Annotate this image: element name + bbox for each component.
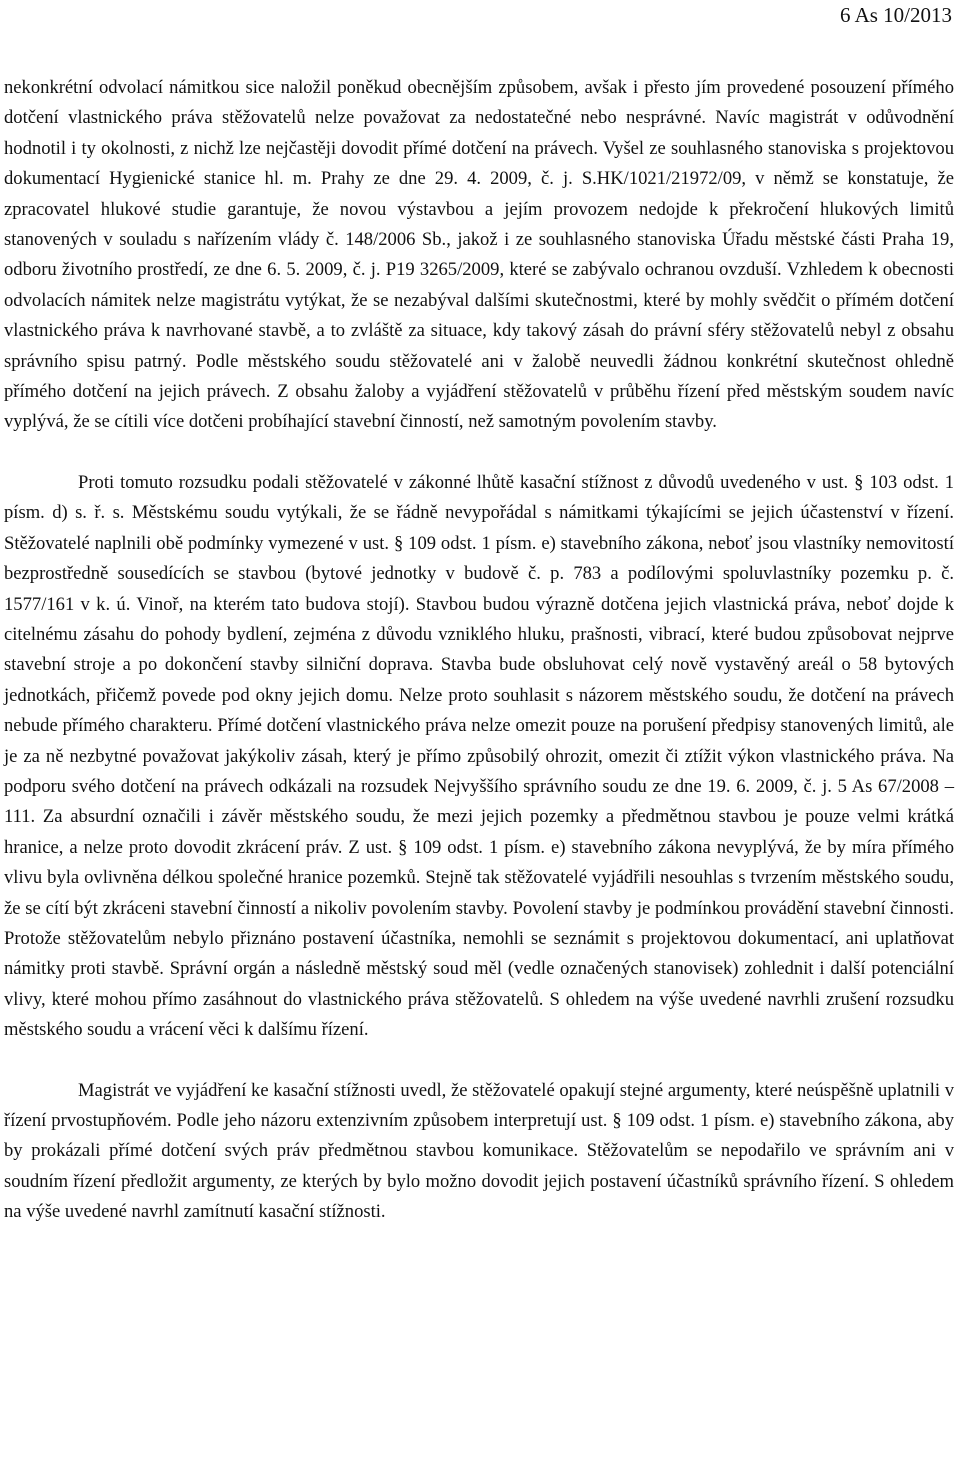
document-body [4, 73, 954, 1228]
paragraph-cassation-complaint: Proti tomuto rozsudku podali stěžovatelé v zákonné lhůtě kasační stížnost z důvodů uvedeného v ust. § 103 odst. 1 písm. d) s. ř. s. Městskému soudu vytýkali, že se řádně nevypořádal s námitkami týkajícími se jejich účastenství v řízení. Stěžovatelé naplnili obě podmínky vymezené v ust. § 109 odst. 1 písm. e) stavebního zákona, neboť jsou vlastníky nemovitostí bezprostředně sousedících se stavbou (bytové jednotky v budově č. p. 783 a podílovými spoluvlastníky pozemku p. č. 1577/161 v k. ú. Vinoř, na kterém tato budova stojí). Stavbou budou výrazně dotčena jejich vlastnická práva, neboť dojde k citelnému zásahu do pohody bydlení, zejména z důvodu vzniklého hluku, prašnosti, vibrací, které budou způsobovat nejprve stavební stroje a po dokončení stavby silniční doprava. Stavba bude obsluhovat celý nově vystavěný areál o 58 bytových jednotkách, přičemž povede pod okny jejich domu. Nelze proto souhlasit s názorem městského soudu, že dotčení na právech nebude přímého charakteru. Přímé dotčení vlastnického práva nelze omezit pouze na porušení předpisy stanovených limitů, ale je za ně nezbytné považovat jakýkoliv zásah, který je přímo způsobilý ohrozit, omezit či ztížit výkon vlastnického práva. Na podporu svého dotčení na právech odkázali na rozsudek Nejvyššího správního soudu ze dne 19. 6. 2009, č. j. 5 As 67/2008 – 111. Za absurdní označili i závěr městského soudu, že mezi jejich pozemky a předmětnou stavbou je pouze velmi krátká hranice, a nelze proto dovodit zkrácení práv. Z ust. § 109 odst. 1 písm. e) stavebního zákona nevyplývá, že by míra přímého vlivu byla ovlivněna délkou společné hranice pozemků. Stejně tak stěžovatelé vyjádřili nesouhlas s tvrzením městského soudu, že se cítí být zkráceni stavební činností a nikoliv povolením stavby. Povolení stavby je podmínkou provádění stavební činnosti. Protože stěžovatelům nebylo přiznáno postavení účastníka, nemohli se seznámit s projektovou dokumentací, ani uplatňovat námitky proti stavbě. Správní orgán a následně městský soud měl (vedle označených stanovisek) zohlednit i další potenciální vlivy, které mohou přímo zasáhnout do vlastnického práva stěžovatelů. S ohledem na výše uvedené navrhli zrušení rozsudku městského soudu a vrácení věci k dalšímu řízení. [4, 471, 954, 1041]
paragraph-magistrate-response: Magistrát ve vyjádření ke kasační stížnosti uvedl, že stěžovatelé opakují stejné argumenty, které neúspěšně uplatnili v řízení prvostupňovém. Podle jeho názoru extenzivním způsobem interpretují ust. § 109 odst. 1 písm. e) stavebního zákona, aby by prokázali přímé dotčení svých práv předmětnou stavbou komunikace. Stěžovatelům se nepodařilo ve správním ani v soudním řízení předložit argumenty, ze kterých by bylo možno dovodit jejich postavení účastníků správního řízení. S ohledem na výše uvedené navrhl zamítnutí kasační stížnosti. [4, 1079, 954, 1223]
paragraph-continuation: nekonkrétní odvolací námitkou sice naložil poněkud obecnějším způsobem, avšak i přesto jím provedené posouzení přímého dotčení vlastnického práva stěžovatelů nelze považovat za nedostatečné nebo nesprávné. Navíc magistrát v odůvodnění hodnotil i ty okolnosti, z nichž lze nejčastěji dovodit přímé dotčení na právech. Vyšel ze souhlasného stanoviska s projektovou dokumentací Hygienické stanice hl. m. Prahy ze dne 29. 4. 2009, č. j. S.HK/1021/21972/09, v němž se konstatuje, že zpracovatel hlukové studie garantuje, že novou výstavbou a jejím provozem nedojde k překročení hlukových limitů stanovených v souladu s nařízením vlády č. 148/2006 Sb., jakož i ze souhlasného stanoviska Úřadu městské části Praha 19, odboru životního prostředí, ze dne 6. 5. 2009, č. j. P19 3265/2009, které se zabývalo ochranou ovzduší. Vzhledem k obecnosti odvolacích námitek nelze magistrátu vytýkat, že se nezabýval dalšími skutečnostmi, které by mohly svědčit o přímém dotčení vlastnického práva k navrhované stavbě, a to zvláště za situace, kdy takový zásah do právní sféry stěžovatelů nebyl z obsahu správního spisu patrný. Podle městského soudu stěžovatelé ani v žalobě neuvedli žádnou konkrétní skutečnost ohledně přímého dotčení na jejich právech. Z obsahu žaloby a vyjádření stěžovatelů v průběhu řízení před městským soudem navíc vyplývá, že se cítili více dotčeni probíhající stavební činností, než samotným povolením stavby. [4, 77, 954, 433]
case-number-header: 6 As 10/2013 [839, 3, 952, 27]
